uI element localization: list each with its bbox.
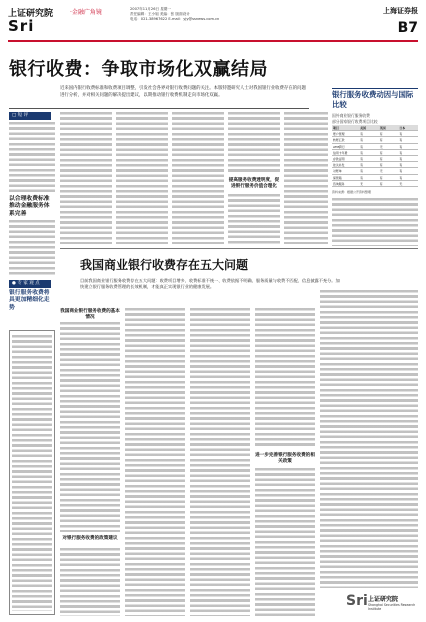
section2-subhead-c: 进一步完善银行服务收费的相关政策 [255, 453, 315, 464]
section2-column-1a [60, 322, 120, 532]
table-cell: 挂失补发 [333, 163, 345, 168]
section2-column-2 [125, 308, 185, 616]
table-cell: 对账单 [333, 169, 342, 174]
sidebar-text-1 [9, 122, 55, 192]
main-headline: 银行收费：争取市场化双赢结局 [9, 59, 268, 80]
right-label-1: 国外商业银行服务收费 [332, 113, 370, 118]
masthead [8, 6, 418, 40]
section2-column-5 [320, 290, 418, 588]
article-column-5 [284, 112, 328, 244]
table-cell: 有 [379, 138, 383, 143]
table-cell: 无 [379, 144, 383, 149]
table-cell: 有 [399, 150, 403, 155]
section2-column-1b [60, 548, 120, 616]
article-subhead-1: 提高服务收费透明度，促进银行服务价值合理化 [228, 178, 280, 189]
masthead-rule [8, 40, 418, 42]
sidebar-headline-1: 以合理收费标准推动金融服务体系完善 [9, 196, 50, 217]
table-row [332, 181, 418, 187]
table-cell: 有 [379, 175, 383, 180]
table-cell: 有 [399, 156, 403, 161]
sidebar-tag-expert: ● 专 家 观 点 [9, 280, 51, 288]
right-headline: 银行服务收费动因与国际比较 [332, 90, 414, 109]
page-number: B7 [397, 20, 418, 36]
section2-subhead-a: 我国商业银行服务收费的基本情况 [60, 309, 120, 320]
footer-logo-tagline: Shanghai Securities Research Institute [368, 603, 416, 611]
table-header-row: 项目 美国 英国 日本 [332, 125, 418, 131]
main-lead: 近来国内银行收费标准和收费项目调整，引发社会各界对银行收费问题的关注。本版特邀研究人士对我国银行业收费存在的问题进行分析，并对相关问题的解决提出建议，以期推动银行收费机制走向市场化双赢。 [60, 86, 306, 98]
table-cell: 有 [360, 169, 363, 174]
table-source-note: 资料来源：根据公开资料整理 [332, 190, 372, 194]
masthead-section: ·金融广角镜 [70, 9, 102, 16]
table-cell: 有 [360, 138, 363, 143]
table-cell: 有 [399, 132, 403, 137]
table-cell: 有 [379, 181, 383, 186]
section2-headline: 我国商业银行收费存在五大问题 [80, 258, 249, 272]
article-column-1 [60, 112, 112, 244]
table-cell: 有 [360, 163, 363, 168]
section2-column-4a [255, 308, 315, 448]
table-cell: 有 [360, 144, 363, 149]
footer-logo [346, 593, 418, 617]
table-cell: 信用卡年费 [333, 150, 348, 155]
section2-column-3 [190, 308, 250, 616]
section-divider [60, 248, 418, 249]
table-cell: 有 [399, 163, 403, 168]
footer-logo-name: 上证研究院 [368, 596, 399, 603]
table-cell: 无 [379, 169, 383, 174]
table-cell: 有 [399, 144, 403, 149]
table-cell: 有 [360, 175, 363, 180]
table-cell: 有 [360, 132, 363, 137]
right-label-2: 部分国家银行收费项目比较 [332, 119, 378, 124]
table-cell: 有 [399, 138, 403, 143]
article-column-4b [228, 194, 280, 244]
article-column-4a [228, 112, 280, 174]
table-cell: 有 [379, 150, 383, 155]
table-cell: 有 [399, 169, 403, 174]
table-cell: 有 [360, 150, 363, 155]
table-cell: 咨询服务 [333, 181, 345, 186]
right-text-1 [332, 198, 418, 246]
right-rule [332, 88, 418, 89]
table-cell: 无 [399, 181, 403, 186]
headline-rule [9, 108, 309, 109]
table-cell: 保管箱 [333, 175, 342, 180]
table-cell: 转账汇款 [333, 138, 345, 143]
article-column-3 [172, 112, 224, 244]
footer-logo-mark: Sri [346, 593, 368, 609]
section2-subhead-e: 对银行服务收费的政策建议 [62, 536, 118, 541]
sidebar-text-3 [12, 335, 52, 611]
article-column-2 [116, 112, 168, 244]
table-cell: 有 [379, 163, 383, 168]
table-cell: 存款证明 [333, 156, 345, 161]
sidebar-tag-comment: □ 短 评 [9, 112, 51, 120]
table-cell: 有 [379, 132, 383, 137]
section2-column-4b [255, 468, 315, 616]
masthead-meta: 2007年11月26日 星期一 责任编辑：王小姐 美编：张 版面设计 电话：021-38967622 E-mail：yjy@ssnews.com.cn [130, 7, 220, 21]
newspaper-name: 上海证券报 [383, 6, 418, 15]
table-cell: 有 [360, 156, 363, 161]
table-cell: 有 [399, 175, 403, 180]
table-cell: 账户管理 [333, 132, 345, 137]
sidebar-headline-2: 银行服务收费将具更加精细化走势 [9, 290, 50, 311]
masthead-logo: Sri [8, 17, 35, 35]
sidebar-text-2 [9, 220, 55, 276]
table-cell: ATM跨行 [333, 144, 345, 149]
table-cell: 有 [379, 156, 383, 161]
masthead-name: 上证研究院 [8, 9, 54, 19]
comparison-table [332, 125, 418, 187]
table-cell: 无 [360, 181, 363, 186]
section2-lead: 目前我国商业银行服务收费存在五大问题：收费项目增多、收费标准不统一、收费依据不明确、服务质量与收费不匹配、信息披露不充分。加快建立银行服务收费管理的长效机制，才能真正实现银行业的健康发展。 [80, 278, 340, 289]
